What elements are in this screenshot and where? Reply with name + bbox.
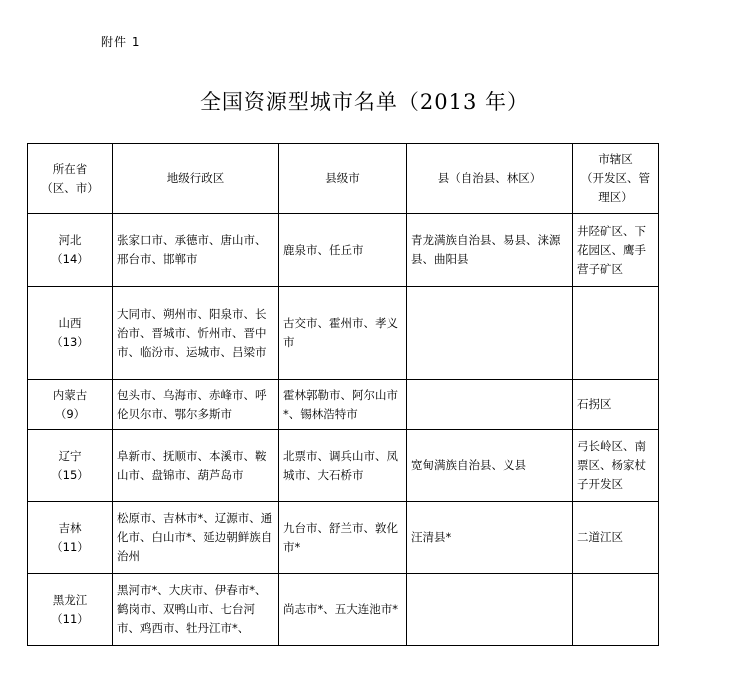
province-count: （13） [51,335,89,349]
resource-cities-table [27,143,659,646]
prefecture-cell: 张家口市、承德市、唐山市、邢台市、邯郸市 [113,214,279,287]
county-city-cell: 尚志市*、五大连池市* [279,574,407,646]
table-header-row [28,144,659,214]
county-city-cell: 古交市、霍州市、孝义市 [279,287,407,380]
district-cell: 井陉矿区、下花园区、鹰手营子矿区 [573,214,659,287]
table-row [28,430,659,502]
table-row [28,502,659,574]
table-row [28,574,659,646]
province-count: （9） [54,406,86,421]
prefecture-cell: 黑河市*、大庆市、伊春市*、鹤岗市、双鸭山市、七台河市、鸡西市、牡丹江市*、 [113,574,279,646]
province-name: 内蒙古 [52,387,88,402]
table-row [28,287,659,380]
province-count: （11） [51,611,89,626]
province-cell [28,214,113,287]
header-province: 所在省 （区、市） [28,144,113,214]
attachment-label: 附件 1 [101,35,141,49]
county-cell [407,380,573,430]
province-name: 辽宁 [58,448,82,463]
prefecture-cell: 阜新市、抚顺市、本溪市、鞍山市、盘锦市、葫芦岛市 [113,430,279,502]
prefecture-cell: 大同市、朔州市、阳泉市、长治市、晋城市、忻州市、晋中市、临汾市、运城市、吕梁市 [113,287,279,380]
province-cell [28,287,113,380]
table-row [28,380,659,430]
province-name: 山西 [58,316,82,330]
province-name: 吉林 [58,520,82,535]
province-cell [28,430,113,502]
county-cell: 汪清县* [407,502,573,574]
district-cell: 弓长岭区、南票区、杨家杖子开发区 [573,430,659,502]
province-name: 河北 [58,233,82,247]
county-city-cell: 鹿泉市、任丘市 [279,214,407,287]
county-city-cell: 九台市、舒兰市、敦化市* [279,502,407,574]
document-title: 全国资源型城市名单（2013 年） [199,90,530,114]
district-cell [573,574,659,646]
header-prefecture: 地级行政区 [113,144,279,214]
prefecture-cell: 松原市、吉林市*、辽源市、通化市、白山市*、延边朝鲜族自治州 [113,502,279,574]
province-cell [28,574,113,646]
table-row [28,214,659,287]
header-county: 县（自治县、林区） [407,144,573,214]
county-cell: 宽甸满族自治县、义县 [407,430,573,502]
header-district: 市辖区 （开发区、管理区） [573,144,659,214]
province-count: （15） [51,467,89,482]
header-county-city: 县级市 [279,144,407,214]
district-cell: 石拐区 [573,380,659,430]
prefecture-cell: 包头市、乌海市、赤峰市、呼伦贝尔市、鄂尔多斯市 [113,380,279,430]
county-cell [407,287,573,380]
county-cell [407,574,573,646]
province-cell [28,380,113,430]
province-cell [28,502,113,574]
province-count: （14） [51,252,89,266]
district-cell [573,287,659,380]
province-name: 黑龙江 [52,592,88,607]
county-cell: 青龙满族自治县、易县、涞源县、曲阳县 [407,214,573,287]
county-city-cell: 霍林郭勒市、阿尔山市*、锡林浩特市 [279,380,407,430]
county-city-cell: 北票市、调兵山市、凤城市、大石桥市 [279,430,407,502]
district-cell: 二道江区 [573,502,659,574]
province-count: （11） [51,539,89,554]
